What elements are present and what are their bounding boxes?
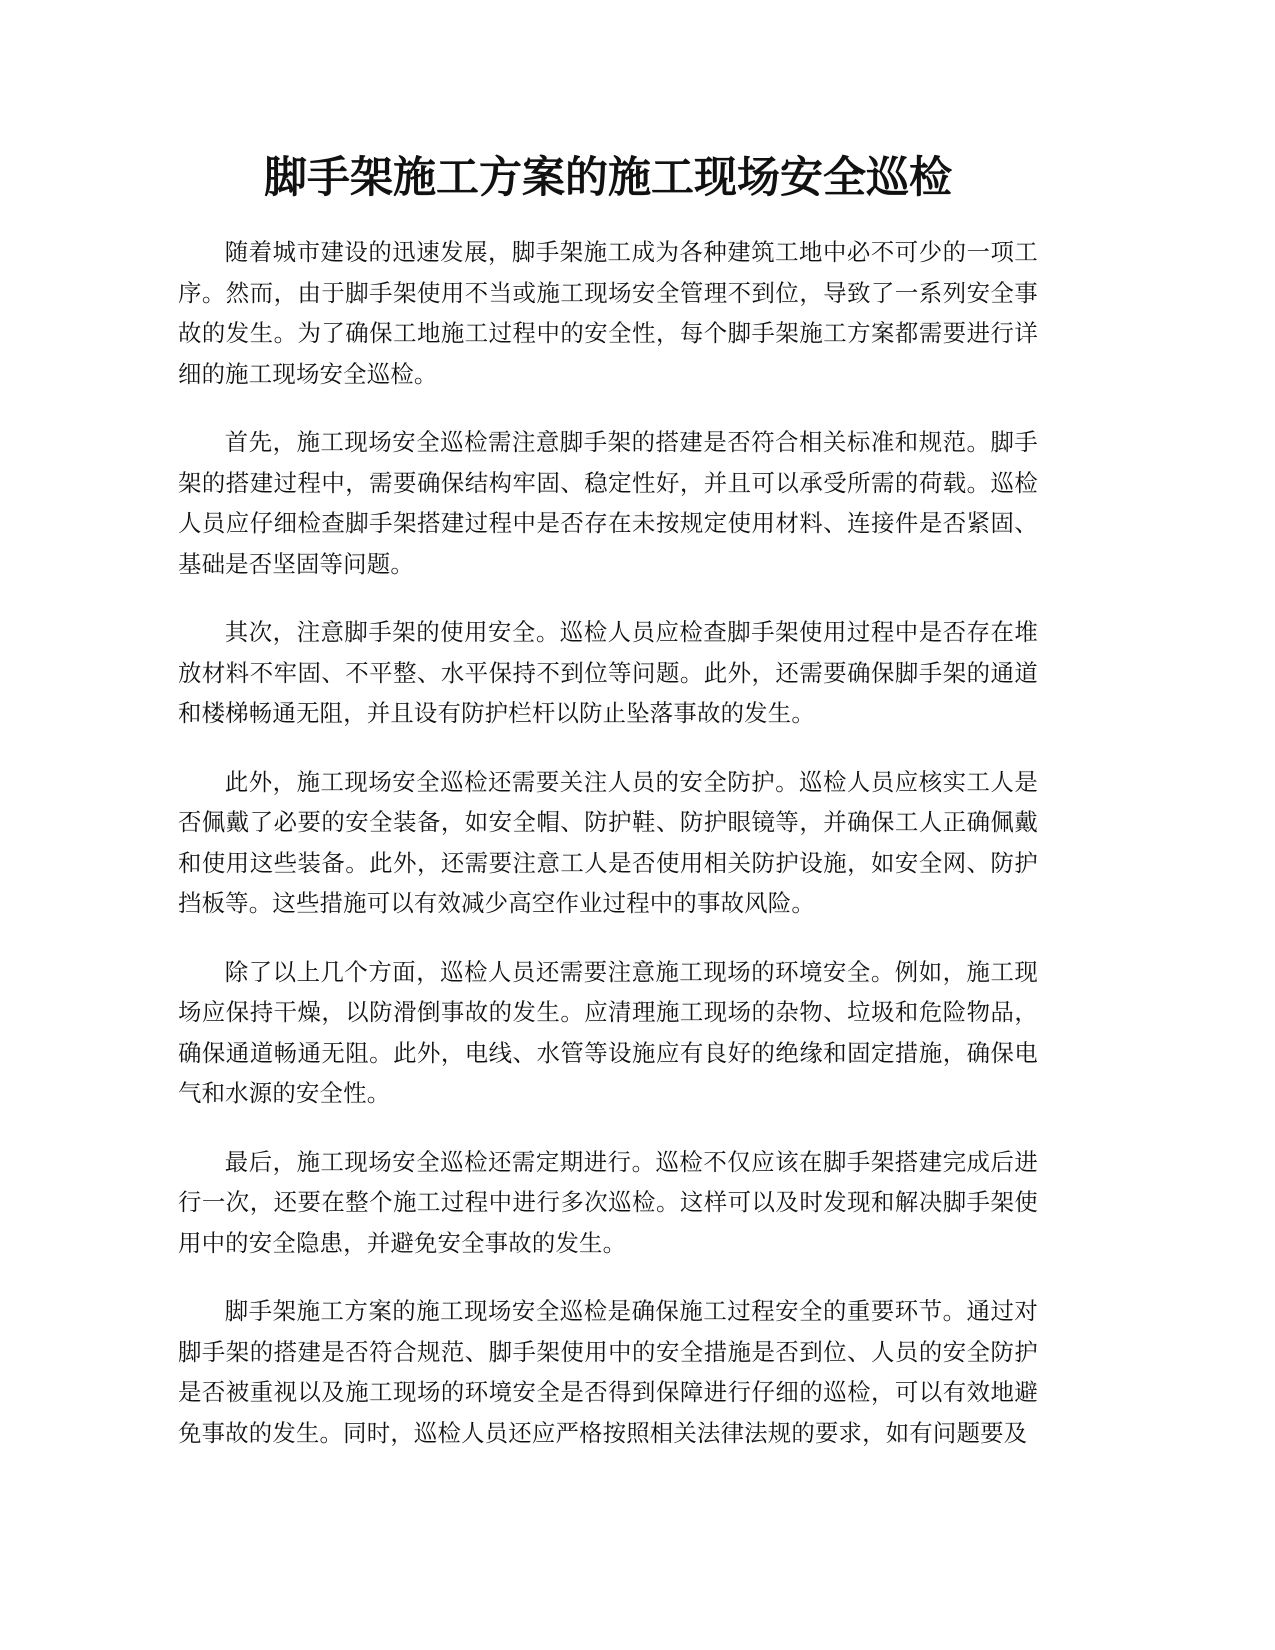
paragraph-2: 首先，施工现场安全巡检需注意脚手架的搭建是否符合相关标准和规范。脚手架的搭建过程中，需要确保结构牢固、稳定性好，并且可以承受所需的荷载。巡检人员应仔细检查脚手架搭建过程中是否存在未按规定使用材料、连接件是否紧固、基础是否坚固等问题。 xyxy=(178,428,1038,578)
paragraph-7: 脚手架施工方案的施工现场安全巡检是确保施工过程安全的重要环节。通过对脚手架的搭建是否符合规范、脚手架使用中的安全措施是否到位、人员的安全防护是否被重视以及施工现场的环境安全是否得到保障进行仔细的巡检，可以有效地避免事故的发生。同时，巡检人员还应严格按照相关法律法规的要求，如有问题要及 xyxy=(178,1297,1038,1447)
document-body xyxy=(178,232,1038,1481)
paragraph-6: 最后，施工现场安全巡检还需定期进行。巡检不仅应该在脚手架搭建完成后进行一次，还要在整个施工过程中进行多次巡检。这样可以及时发现和解决脚手架使用中的安全隐患，并避免安全事故的发生。 xyxy=(178,1147,1038,1257)
paragraph-1: 随着城市建设的迅速发展，脚手架施工成为各种建筑工地中必不可少的一项工序。然而，由于脚手架使用不当或施工现场安全管理不到位，导致了一系列安全事故的发生。为了确保工地施工过程中的安全性，每个脚手架施工方案都需要进行详细的施工现场安全巡检。 xyxy=(178,238,1038,388)
document-title: 脚手架施工方案的施工现场安全巡检 xyxy=(264,153,952,203)
paragraph-5: 除了以上几个方面，巡检人员还需要注意施工现场的环境安全。例如，施工现场应保持干燥，以防滑倒事故的发生。应清理施工现场的杂物、垃圾和危险物品，确保通道畅通无阻。此外，电线、水管等设施应有良好的绝缘和固定措施，确保电气和水源的安全性。 xyxy=(178,957,1038,1107)
paragraph-3: 其次，注意脚手架的使用安全。巡检人员应检查脚手架使用过程中是否存在堆放材料不牢固、不平整、水平保持不到位等问题。此外，还需要确保脚手架的通道和楼梯畅通无阻，并且设有防护栏杆以防止坠落事故的发生。 xyxy=(178,618,1038,727)
document-page xyxy=(178,0,1038,1650)
paragraph-4: 此外，施工现场安全巡检还需要关注人员的安全防护。巡检人员应核实工人是否佩戴了必要的安全装备，如安全帽、防护鞋、防护眼镜等，并确保工人正确佩戴和使用这些装备。此外，还需要注意工人是否使用相关防护设施，如安全网、防护挡板等。这些措施可以有效减少高空作业过程中的事故风险。 xyxy=(178,767,1038,917)
